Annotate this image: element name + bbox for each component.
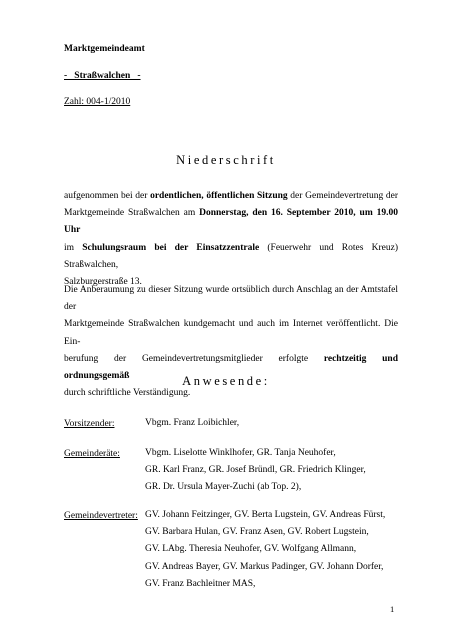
representatives-line: GV. Johann Feitzinger, GV. Berta Lugstein, GV. Andreas Fürst, (145, 510, 386, 520)
notice-text: berufung der Gemeindevertretungsmitglieder erfolgte (64, 353, 324, 364)
intro-line-3 (64, 240, 398, 274)
representatives-list (145, 507, 385, 593)
intro-line-2 (64, 205, 398, 239)
notice-line-1: Die Anberaumung zu dieser Sitzung wurde ortsüblich durch Anschlag an der Amtstafel der (64, 285, 398, 313)
reference-number: Zahl: 004-1/2010 (64, 97, 131, 107)
representatives-label: Gemeindevertreter: (64, 511, 138, 521)
intro-text: Marktgemeinde Straßwalchen am (64, 208, 200, 219)
intro-bold: ordentlichen, öffentlichen Sitzung (150, 191, 288, 201)
chair-name: Vbgm. Franz Loibichler, (145, 418, 240, 428)
intro-bold: Donnerstag, den 16. September 2010, um 19.00 Uhr (64, 208, 398, 236)
council-list (145, 445, 366, 497)
intro-line-1 (64, 188, 398, 205)
page-number: 1 (390, 604, 395, 614)
council-line: Vbgm. Liselotte Winklhofer, GR. Tanja Neuhofer, (145, 448, 336, 458)
council-line: GR. Dr. Ursula Mayer-Zuchi (ab Top. 2), (145, 482, 302, 493)
office-name: Marktgemeindeamt (64, 44, 145, 54)
notice-bold: rechtzeitig und ordnungsgemäß (64, 353, 398, 382)
intro-text: aufgenommen bei der (64, 191, 151, 201)
council-line: GR. Karl Franz, GR. Josef Bründl, GR. Friedrich Klinger, (145, 465, 366, 476)
intro-text: (Feuerwehr und Rotes Kreuz) Straßwalchen, (64, 242, 399, 270)
notice-line-2: Marktgemeinde Straßwalchen kundgemacht und auch im Internet veröffentlicht. Die Ein- (64, 319, 398, 347)
representatives-line: GV. Franz Bachleitner MAS, (145, 578, 256, 589)
representatives-line: GV. Barbara Hulan, GV. Franz Asen, GV. Robert Lugstein, (145, 527, 369, 538)
attendance-title: Anwesende: (182, 374, 270, 388)
notice-line-4: durch schriftliche Verständigung. (64, 388, 191, 399)
intro-line-4: Salzburgerstraße 13. (64, 277, 142, 288)
representatives-line: GV. Andreas Bayer, GV. Markus Padinger, GV. Johann Dorfer, (145, 561, 384, 572)
intro-text: im (64, 242, 83, 253)
council-label: Gemeinderäte: (64, 449, 120, 459)
representatives-line: GV. LAbg. Theresia Neuhofer, GV. Wolfgang Allmann, (145, 544, 357, 555)
intro-paragraph (64, 188, 398, 291)
intro-bold: Schulungsraum bei der Einsatzzentrale (82, 242, 260, 253)
intro-text: der Gemeindevertretung der (287, 191, 398, 201)
town-name: - Straßwalchen - (64, 71, 141, 81)
document-title: Niederschrift (176, 153, 276, 167)
chair-list (145, 415, 239, 432)
chair-label: Vorsitzender: (64, 419, 115, 429)
